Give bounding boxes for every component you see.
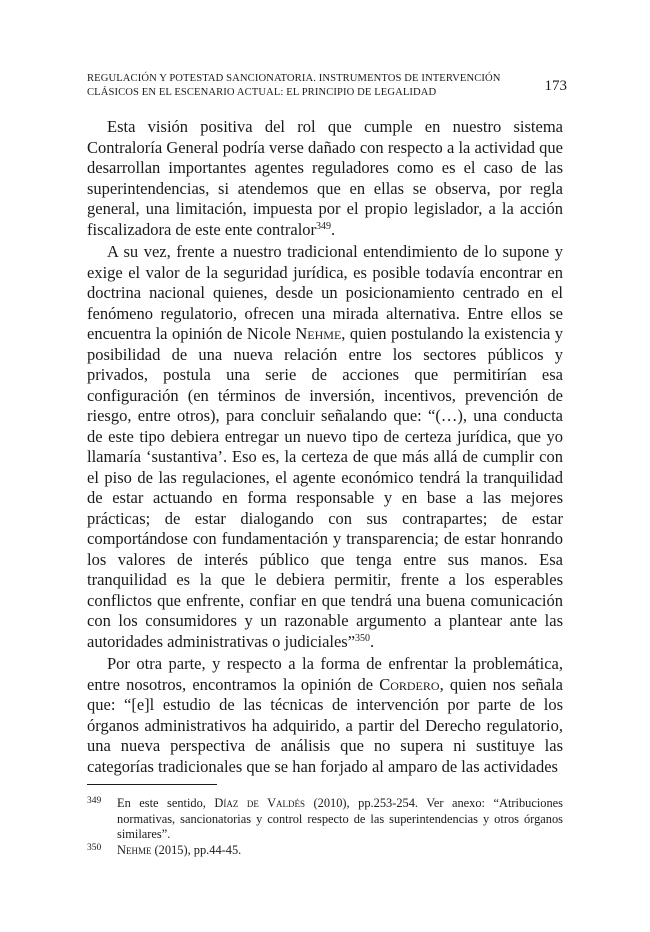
footnote-separator	[87, 784, 217, 785]
footnote-text-pre: En este sentido,	[117, 796, 215, 810]
running-header-title	[87, 72, 527, 100]
paragraph-2-text-b: , quien postulando la existencia y posibilidad de una nueva relación entre los sectores públicos y privados, postula una serie de acciones que permitirían esa configuración (en términos de inversión, incentivos, prevención de riesgo, entre otros), para concluir señalando que: “(…), una conducta de este tipo debiera entregar un nuevo tipo de certeza jurídica, que yo llamaría ‘sustantiva’. Eso es, la certeza de que más allá de cumplir con el piso de las regulaciones, el agente económico tendrá la tranquilidad de estar actuando en forma responsable y en base a las mejores prácticas; de estar dialogando con sus contrapartes; de estar comportándose con fundamentación y transparencia; de estar honrando los valores de interés público que tenga entre sus manos. Esa tranquilidad es la que le debiera permitir, frente a los esperables conflictos que enfrente, confiar en que tendrá una buena comunicación con los consumidores y un razonable argumento a plantear ante las autoridades administrativas o judiciales”	[87, 324, 563, 651]
paragraph-3-text-a: Por otra parte, y respecto a la forma de enfrentar la problemática, entre nosotros, encontramos la opinión de	[87, 654, 563, 694]
paragraph-2-end: .	[370, 631, 375, 651]
footnote-author: Nehme	[117, 842, 152, 857]
paragraph-2-text-a: A su vez, frente a nuestro tradicional entendimiento de lo supone y exige el valor de la seguridad jurídica, es posible todavía encontrar en doctrina nacional quienes, desde un posicionamiento centrado en el fenómeno regulatorio, ofrecen una mirada alternativa. Entre ellos se encuentra la opinión de Nicole	[87, 242, 563, 343]
author-name-nehme: Nehme	[295, 324, 342, 343]
footnote-number: 349	[87, 796, 102, 806]
paragraph-1-end: .	[331, 219, 336, 239]
page-number: 173	[544, 78, 567, 94]
footnote-author: Díaz de Valdés	[214, 796, 306, 810]
header-line-2: CLÁSICOS EN EL ESCENARIO ACTUAL: EL PRINCIPIO DE LEGALIDAD	[87, 87, 437, 98]
footnote-text-post: (2010), pp.253-254. Ver anexo: “Atribuciones normativas, sancionatorias y control respecto de las superintendencias y otros órganos similares”.	[117, 796, 563, 841]
footnote-number: 350	[87, 842, 102, 853]
footnote-349	[87, 796, 563, 843]
footnote-350	[87, 843, 563, 859]
author-name-cordero: Cordero	[379, 674, 440, 694]
paragraph-1	[87, 117, 563, 240]
paragraph-1-text: Esta visión positiva del rol que cumple en nuestro sistema Contraloría General podría verse dañado con respecto a la actividad que desarrollan importantes agentes reguladores como es el caso de las superintendencias, si atendemos que en ellas se observa, por regla general, una limitación, impuesta por el propio legislador, a la acción fiscalizadora de este ente contralor	[87, 117, 563, 239]
footnote-ref-349[interactable]: 349	[316, 220, 332, 232]
paragraph-3	[87, 654, 563, 777]
paragraph-3-text-b: , quien nos señala que: “[e]l estudio de las técnicas de intervención por parte de los órganos administrativos ha adquirido, a partir del Derecho regulatorio, una nueva perspectiva de análisis que no supera ni sustituye las categorías tradicionales que se han forjado al amparo de las actividades	[87, 674, 563, 776]
paragraph-2	[87, 242, 563, 652]
body-text	[87, 117, 563, 779]
running-header	[87, 72, 567, 100]
footnote-text-post: (2015), pp.44-45.	[151, 842, 242, 857]
footnote-ref-350[interactable]: 350	[355, 632, 371, 644]
footnotes	[87, 796, 563, 858]
header-line-1: REGULACIÓN Y POTESTAD SANCIONATORIA. INSTRUMENTOS DE INTERVENCIÓN	[87, 73, 501, 84]
